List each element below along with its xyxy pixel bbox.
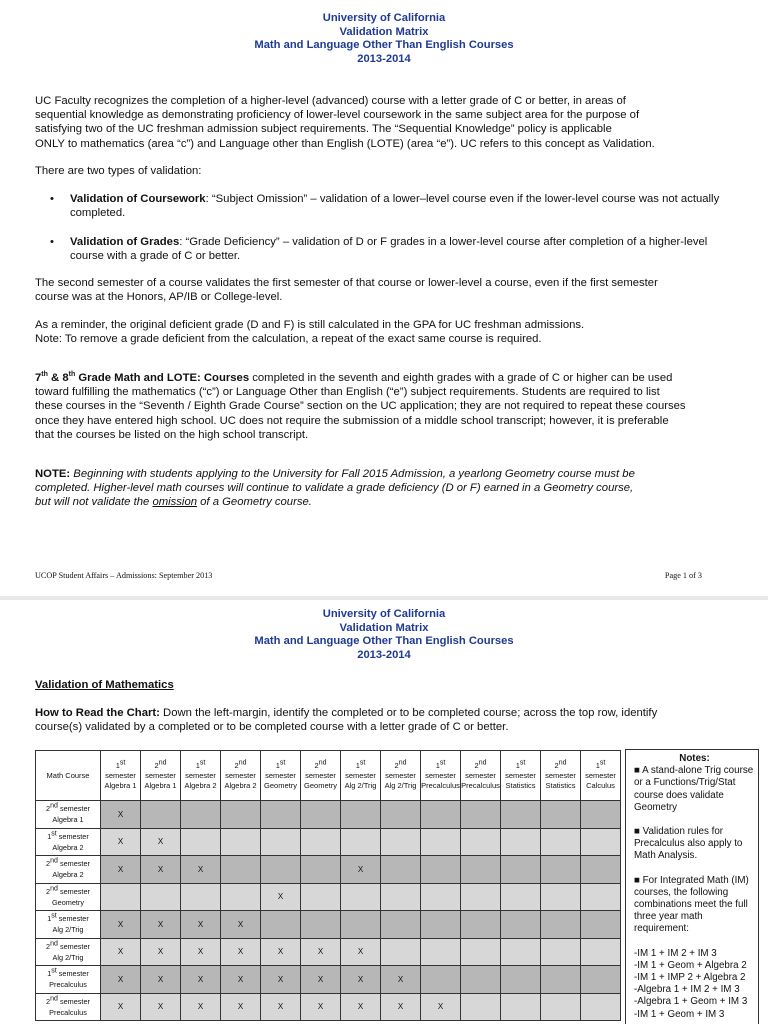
corner-cell: Math Course — [36, 751, 101, 801]
paragraph-line: course was at the Honors, AP/IB or College-level. — [35, 291, 283, 304]
notes-box — [625, 749, 759, 1024]
column-header: 1st semester Algebra 1 — [101, 751, 141, 801]
notes-title: Notes: — [679, 753, 710, 764]
matrix-cell — [421, 911, 461, 939]
matrix-cell — [381, 883, 421, 911]
matrix-cell — [301, 883, 341, 911]
table-body — [36, 801, 621, 1021]
matrix-cell: X — [101, 911, 141, 939]
matrix-cell — [221, 828, 261, 856]
header-year: 2013-2014 — [357, 648, 411, 661]
bullet-body: : “Subject Omission” – validation of a lower–level course even if the lower-level course was not actually completed. — [70, 193, 720, 220]
page-2 — [0, 600, 768, 1024]
matrix-cell — [461, 883, 501, 911]
bullet-text — [70, 235, 735, 263]
column-header: 1st semester Geometry — [261, 751, 301, 801]
matrix-cell — [181, 883, 221, 911]
bullet-dot: • — [50, 193, 54, 205]
matrix-cell: X — [341, 856, 381, 884]
matrix-cell — [261, 801, 301, 829]
matrix-cell — [221, 856, 261, 884]
matrix-cell — [261, 856, 301, 884]
matrix-cell: X — [301, 938, 341, 966]
bullet-dot: • — [50, 236, 54, 248]
header-subject: Math and Language Other Than English Courses — [254, 39, 514, 52]
matrix-cell — [421, 828, 461, 856]
matrix-cell — [541, 938, 581, 966]
note-precalculus: ■ Validation rules for Precalculus also apply to Math Analysis. — [634, 826, 743, 862]
matrix-cell — [141, 883, 181, 911]
matrix-cell — [501, 966, 541, 994]
column-header: 1st semester Calculus — [581, 751, 621, 801]
row-label: 1st semester Precalculus — [36, 966, 101, 994]
footer-left: UCOP Student Affairs – Admissions: September 2013 — [35, 571, 213, 580]
matrix-cell — [541, 911, 581, 939]
matrix-cell — [581, 801, 621, 829]
matrix-cell — [461, 856, 501, 884]
header-university: University of California — [322, 608, 446, 620]
matrix-cell: X — [101, 801, 141, 829]
paragraph-line: Note: To remove a grade deficient from the calculation, a repeat of the exact same course is required. — [35, 333, 542, 346]
matrix-cell: X — [141, 828, 181, 856]
reminder-paragraph — [35, 318, 735, 346]
im-combination: -IM 1 + IMP 2 + Algebra 2 — [634, 972, 746, 984]
matrix-cell — [461, 938, 501, 966]
matrix-cell — [501, 993, 541, 1021]
paragraph-line: but will not validate the omission of a Geometry course. — [35, 496, 312, 509]
matrix-cell — [541, 801, 581, 829]
matrix-cell — [221, 801, 261, 829]
document-header — [0, 12, 768, 66]
table-row — [36, 801, 621, 829]
matrix-cell — [541, 966, 581, 994]
matrix-cell: X — [381, 993, 421, 1021]
intro-line: ONLY to mathematics (area “c”) and Language other than English (LOTE) (area “e”). UC refers to this concept as Validation. — [35, 137, 655, 150]
matrix-cell — [541, 883, 581, 911]
paragraph-line: 7th & 8th Grade Math and LOTE: Courses completed in the seventh and eighth grades with a grade of C or higher can be used — [35, 371, 673, 384]
note-paragraph — [35, 467, 735, 510]
row-label: 1st semester Algebra 2 — [36, 828, 101, 856]
header-matrix-title: Validation Matrix — [339, 25, 429, 38]
validation-matrix-table — [35, 750, 621, 1021]
row-label: 2nd semester Geometry — [36, 883, 101, 911]
matrix-cell: X — [221, 993, 261, 1021]
table-row — [36, 911, 621, 939]
matrix-cell — [301, 828, 341, 856]
matrix-cell — [501, 856, 541, 884]
matrix-cell: X — [261, 938, 301, 966]
column-header: 2nd semester Algebra 1 — [141, 751, 181, 801]
table-row — [36, 938, 621, 966]
row-label: 2nd semester Alg 2/Trig — [36, 938, 101, 966]
matrix-cell — [301, 911, 341, 939]
matrix-cell — [461, 966, 501, 994]
second-semester-paragraph — [35, 276, 735, 304]
paragraph-line: How to Read the Chart: Down the left-margin, identify the completed or to be completed course; across the top row, identify — [35, 707, 658, 719]
header-subject: Math and Language Other Than English Courses — [254, 635, 514, 648]
intro-line: satisfying two of the UC freshman admission subject requirements. The “Sequential Knowledge” policy is applicable — [35, 123, 612, 136]
matrix-cell: X — [261, 993, 301, 1021]
matrix-cell: X — [141, 938, 181, 966]
matrix-cell — [181, 828, 221, 856]
column-header: 1st semester Statistics — [501, 751, 541, 801]
intro-line: sequential knowledge as demonstrating proficiency of lower-level coursework in the same subject area for the purpose of — [35, 109, 640, 122]
table-header-row — [36, 751, 621, 801]
matrix-cell — [261, 911, 301, 939]
matrix-cell — [461, 801, 501, 829]
matrix-cell: X — [341, 993, 381, 1021]
matrix-cell — [581, 911, 621, 939]
matrix-cell — [541, 856, 581, 884]
matrix-cell — [421, 966, 461, 994]
im-combination: -Algebra 1 + IM 2 + IM 3 — [634, 984, 740, 996]
matrix-cell: X — [141, 856, 181, 884]
column-header: 1st semester Precalculus — [421, 751, 461, 801]
matrix-cell — [141, 801, 181, 829]
matrix-cell — [581, 966, 621, 994]
table-row — [36, 993, 621, 1021]
grade-7-8-paragraph — [35, 371, 735, 442]
bullet-body: : “Grade Deficiency” – validation of D or F grades in a lower-level course after completion of a higher-level course with a grade of C or better. — [70, 236, 708, 263]
matrix-cell — [341, 801, 381, 829]
matrix-cell: X — [301, 993, 341, 1021]
matrix-cell — [181, 801, 221, 829]
matrix-cell: X — [341, 966, 381, 994]
note-integrated-math: ■ For Integrated Math (IM) courses, the following combinations meet the full three year math requirement: — [634, 874, 749, 935]
matrix-cell — [581, 856, 621, 884]
matrix-cell: X — [221, 938, 261, 966]
matrix-cell — [461, 911, 501, 939]
matrix-cell — [301, 856, 341, 884]
matrix-cell: X — [141, 966, 181, 994]
bullet-coursework — [50, 192, 740, 222]
matrix-cell — [381, 911, 421, 939]
row-label: 2nd semester Algebra 1 — [36, 801, 101, 829]
note-label: NOTE: — [35, 468, 71, 480]
column-header: 2nd semester Statistics — [541, 751, 581, 801]
row-label: 2nd semester Precalculus — [36, 993, 101, 1021]
matrix-cell — [421, 883, 461, 911]
matrix-cell: X — [261, 883, 301, 911]
section-title: Validation of Mathematics — [35, 679, 174, 691]
matrix-cell: X — [141, 911, 181, 939]
matrix-cell: X — [181, 856, 221, 884]
paragraph-line: toward fulfilling the mathematics (“c”) or Language Other than English (“e”) subject requirements. Students are required to list — [35, 386, 660, 399]
bullet-title: Validation of Grades — [70, 236, 180, 248]
row-label: 2nd semester Algebra 2 — [36, 856, 101, 884]
matrix-cell — [581, 993, 621, 1021]
matrix-cell — [421, 938, 461, 966]
paragraph-line: once they have entered high school. UC does not require the submission of a middle school transcript; however, it is preferable — [35, 414, 669, 427]
matrix-cell — [581, 883, 621, 911]
matrix-cell: X — [181, 938, 221, 966]
matrix-cell — [541, 828, 581, 856]
matrix-cell — [461, 993, 501, 1021]
paragraph-line: The second semester of a course validates the first semester of that course or lower-level a course, even if the first semester — [35, 277, 658, 289]
table-row — [36, 856, 621, 884]
matrix-cell: X — [181, 966, 221, 994]
matrix-cell: X — [101, 828, 141, 856]
validation-types-intro: There are two types of validation: — [35, 165, 202, 177]
matrix-cell: X — [221, 911, 261, 939]
matrix-cell — [101, 883, 141, 911]
matrix-cell — [501, 883, 541, 911]
matrix-cell: X — [301, 966, 341, 994]
matrix-cell: X — [181, 993, 221, 1021]
matrix-cell: X — [101, 938, 141, 966]
intro-line: UC Faculty recognizes the completion of a higher-level (advanced) course with a letter grade of C or better, in areas of — [35, 95, 626, 107]
im-combination: -IM 1 + Geom + Algebra 2 — [634, 959, 747, 971]
matrix-cell — [421, 856, 461, 884]
matrix-cell: X — [141, 993, 181, 1021]
matrix-cell — [581, 938, 621, 966]
paragraph-line: course(s) validated by a completed or to be completed course with a letter grade of C or better. — [35, 721, 509, 734]
matrix-cell — [381, 828, 421, 856]
matrix-cell — [341, 883, 381, 911]
column-header: 2nd semester Precalculus — [461, 751, 501, 801]
table-row — [36, 828, 621, 856]
matrix-cell: X — [421, 993, 461, 1021]
column-header: 2nd semester Algebra 2 — [221, 751, 261, 801]
matrix-cell — [501, 801, 541, 829]
paragraph-line: completed. Higher-level math courses will continue to validate a grade deficiency (D or F) earned in a Geometry course, — [35, 482, 634, 495]
matrix-cell: X — [101, 856, 141, 884]
bullet-text — [70, 192, 735, 220]
im-combination: -Algebra 1 + Geom + IM 3 — [634, 996, 748, 1008]
paragraph-line: NOTE: Beginning with students applying to the University for Fall 2015 Admission, a yearlong Geometry course must be — [35, 468, 635, 480]
footer-page-number: Page 1 of 3 — [664, 571, 702, 580]
header-matrix-title: Validation Matrix — [339, 621, 429, 634]
bullet-grades — [50, 235, 740, 265]
matrix-cell — [501, 938, 541, 966]
matrix-cell — [261, 828, 301, 856]
matrix-cell — [341, 911, 381, 939]
grade-7-8-title: 7th & 8th Grade Math and LOTE: Courses — [35, 371, 250, 384]
table-row — [36, 966, 621, 994]
column-header: 2nd semester Geometry — [301, 751, 341, 801]
omission-underlined: omission — [152, 496, 198, 509]
matrix-cell: X — [101, 966, 141, 994]
matrix-cell — [581, 828, 621, 856]
matrix-cell — [381, 938, 421, 966]
column-header: 2nd semester Alg 2/Trig — [381, 751, 421, 801]
paragraph-line: these courses in the “Seventh / Eighth Grade Course” section on the UC application; they are not required to repeat these courses — [35, 400, 686, 413]
matrix-cell: X — [261, 966, 301, 994]
paragraph-line: As a reminder, the original deficient grade (D and F) is still calculated in the GPA for UC freshman admissions. — [35, 319, 585, 331]
matrix-cell: X — [221, 966, 261, 994]
paragraph-line: that the courses be listed on the high school transcript. — [35, 428, 309, 441]
table-row — [36, 883, 621, 911]
matrix-cell — [221, 883, 261, 911]
header-university: University of California — [322, 12, 446, 24]
document-header — [0, 608, 768, 662]
matrix-cell — [461, 828, 501, 856]
matrix-cell — [501, 828, 541, 856]
column-header: 1st semester Alg 2/Trig — [341, 751, 381, 801]
matrix-cell — [421, 801, 461, 829]
intro-paragraph — [35, 94, 735, 151]
matrix-cell — [381, 856, 421, 884]
row-label: 1st semester Alg 2/Trig — [36, 911, 101, 939]
header-year: 2013-2014 — [357, 52, 411, 65]
how-to-read-label: How to Read the Chart: — [35, 707, 160, 719]
matrix-cell: X — [381, 966, 421, 994]
column-header: 1st semester Algebra 2 — [181, 751, 221, 801]
bullet-title: Validation of Coursework — [70, 193, 206, 205]
matrix-cell: X — [181, 911, 221, 939]
how-to-read-paragraph — [35, 706, 735, 734]
matrix-cell — [381, 801, 421, 829]
matrix-cell — [501, 911, 541, 939]
matrix-cell: X — [341, 938, 381, 966]
matrix-cell — [301, 801, 341, 829]
note-trig: ■ A stand-alone Trig course or a Functions/Trig/Stat course does validate Geometry — [634, 765, 754, 813]
im-combination: -IM 1 + Geom + IM 3 — [634, 1008, 725, 1020]
matrix-cell: X — [101, 993, 141, 1021]
matrix-cell — [341, 828, 381, 856]
matrix-cell — [541, 993, 581, 1021]
im-combination: -IM 1 + IM 2 + IM 3 — [634, 947, 717, 959]
